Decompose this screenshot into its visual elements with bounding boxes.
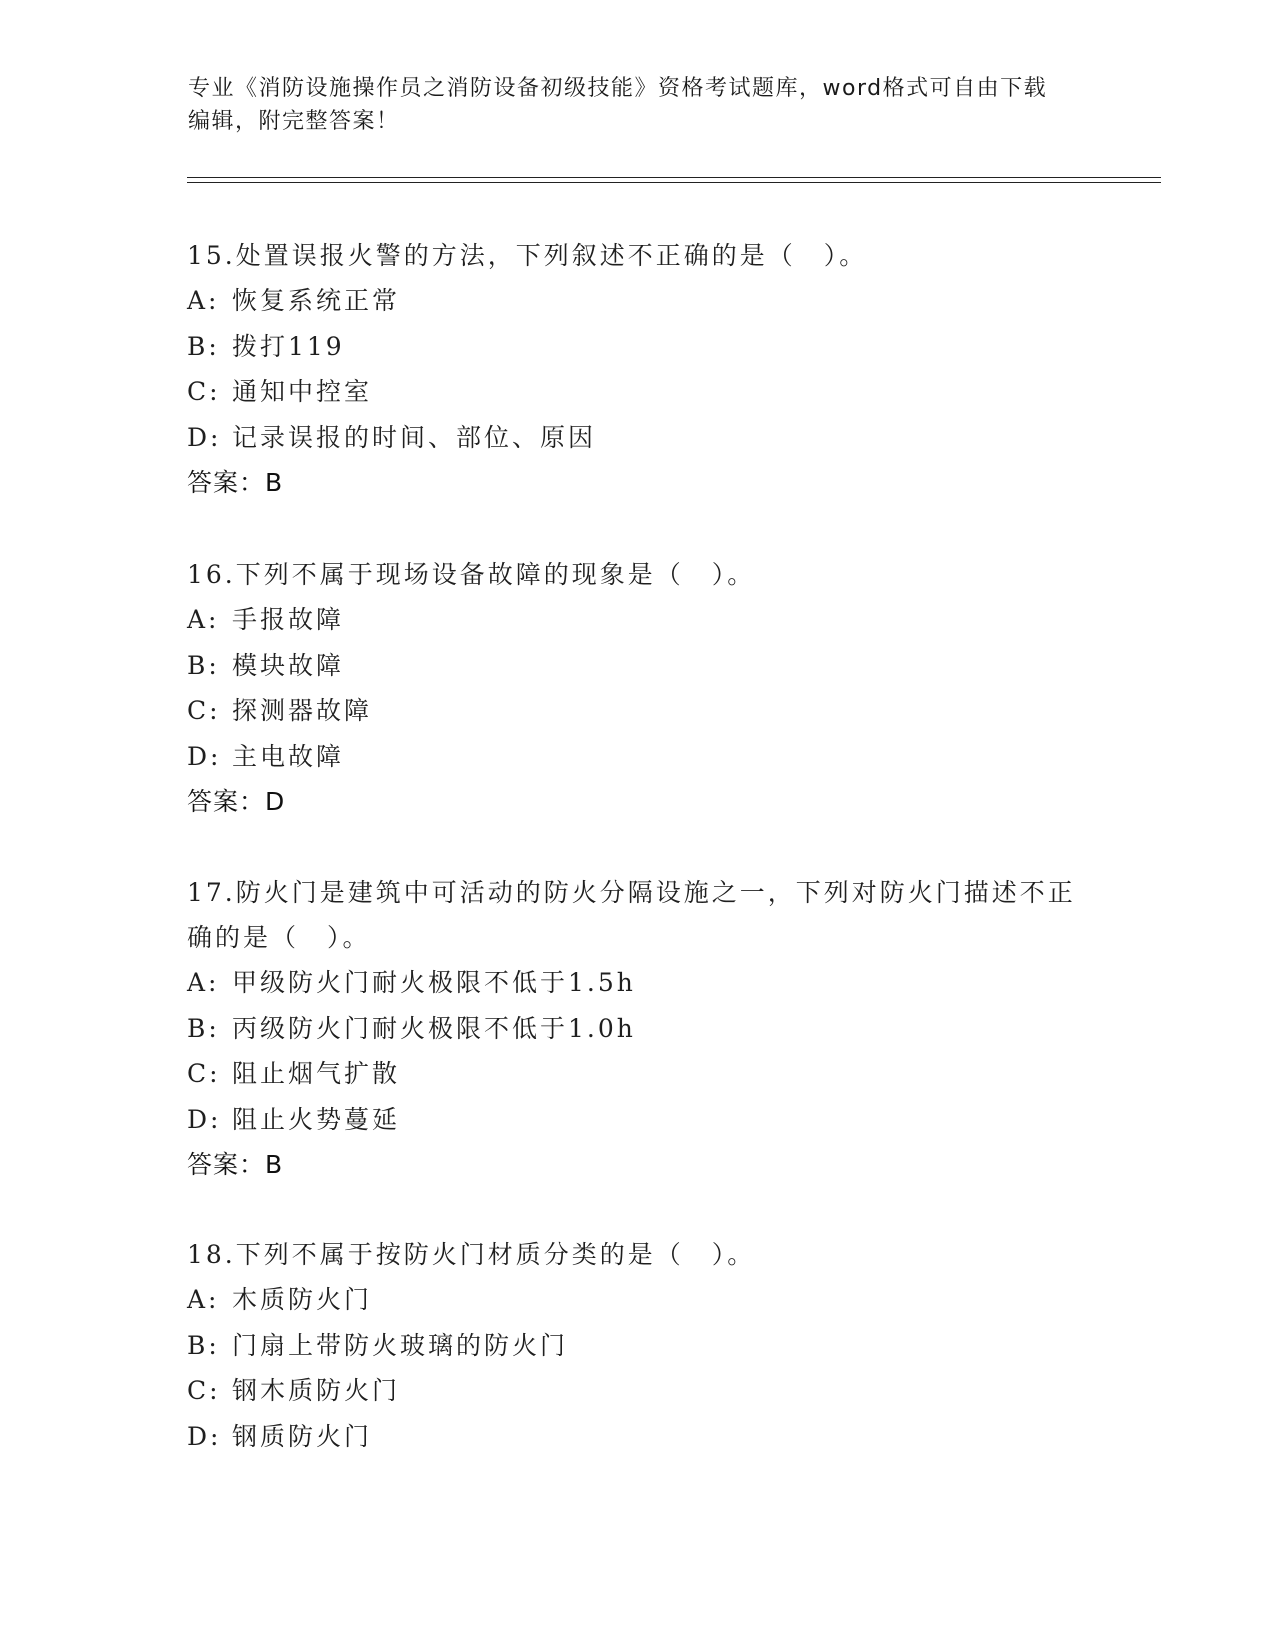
- option-key: A:: [187, 286, 220, 315]
- option-text: 钢木质防火门: [232, 1376, 401, 1405]
- answer-line: 答案：B: [187, 468, 284, 497]
- option-b: [187, 324, 1087, 370]
- option-b: [187, 1323, 1087, 1369]
- question-16: [187, 552, 1087, 824]
- option-text: 恢复系统正常: [232, 286, 401, 315]
- option-text: 拨打119: [232, 331, 345, 361]
- option-key: C:: [187, 696, 221, 725]
- option-key: D:: [187, 741, 222, 771]
- option-key: B:: [187, 1330, 220, 1360]
- option-a: [187, 960, 1087, 1006]
- question-15: [187, 233, 1087, 505]
- option-c: [187, 1051, 1087, 1097]
- option-key: B:: [187, 331, 220, 361]
- answer-line: 答案：B: [187, 1150, 284, 1179]
- option-text: 木质防火门: [232, 1285, 373, 1314]
- option-text: 阻止火势蔓延: [232, 1104, 401, 1134]
- option-c: [187, 369, 1087, 415]
- option-c: [187, 688, 1087, 734]
- option-text: 甲级防火门耐火极限不低于1.5h: [232, 968, 636, 997]
- option-a: [187, 597, 1087, 643]
- option-text: 门扇上带防火玻璃的防火门: [232, 1330, 569, 1360]
- option-key: D:: [187, 1104, 222, 1134]
- question-stem: 15.处置误报火警的方法，下列叙述不正确的是（ ）。: [187, 241, 868, 270]
- document-header: [188, 72, 1068, 138]
- option-a: [187, 278, 1087, 324]
- option-c: [187, 1368, 1087, 1414]
- option-key: A:: [187, 605, 220, 634]
- header-divider-bottom: [187, 182, 1161, 183]
- option-text: 手报故障: [232, 605, 345, 634]
- option-d: [187, 1097, 1087, 1143]
- option-key: A:: [187, 968, 220, 997]
- option-text: 通知中控室: [232, 377, 373, 406]
- option-b: [187, 1006, 1087, 1052]
- question-17: [187, 870, 1087, 1187]
- option-d: [187, 415, 1087, 461]
- option-text: 主电故障: [232, 741, 345, 771]
- option-a: [187, 1277, 1087, 1323]
- option-d: [187, 1414, 1087, 1460]
- option-key: A:: [187, 1285, 220, 1314]
- header-intro-text: 专业《消防设施操作员之消防设备初级技能》资格考试题库，word格式可自由下载编辑，附完整答案！: [188, 76, 1048, 134]
- option-b: [187, 643, 1087, 689]
- option-text: 阻止烟气扩散: [232, 1059, 401, 1088]
- option-key: C:: [187, 1376, 221, 1405]
- option-text: 模块故障: [232, 650, 345, 680]
- question-stem: 16.下列不属于现场设备故障的现象是（ ）。: [187, 560, 756, 589]
- question-stem: 17.防火门是建筑中可活动的防火分隔设施之一，下列对防火门描述不正确的是（ ）。: [187, 878, 1076, 952]
- option-d: [187, 734, 1087, 780]
- option-key: B:: [187, 1013, 220, 1043]
- option-text: 丙级防火门耐火极限不低于1.0h: [232, 1013, 636, 1043]
- question-18: [187, 1232, 1087, 1459]
- option-key: D:: [187, 1421, 222, 1451]
- option-text: 探测器故障: [232, 696, 373, 725]
- header-divider-top: [187, 177, 1161, 178]
- option-key: C:: [187, 377, 221, 406]
- option-text: 钢质防火门: [232, 1421, 373, 1451]
- answer-line: 答案：D: [187, 787, 286, 816]
- question-stem: 18.下列不属于按防火门材质分类的是（ ）。: [187, 1240, 756, 1269]
- option-text: 记录误报的时间、部位、原因: [232, 422, 597, 452]
- option-key: C:: [187, 1059, 221, 1088]
- option-key: D:: [187, 422, 222, 452]
- option-key: B:: [187, 650, 220, 680]
